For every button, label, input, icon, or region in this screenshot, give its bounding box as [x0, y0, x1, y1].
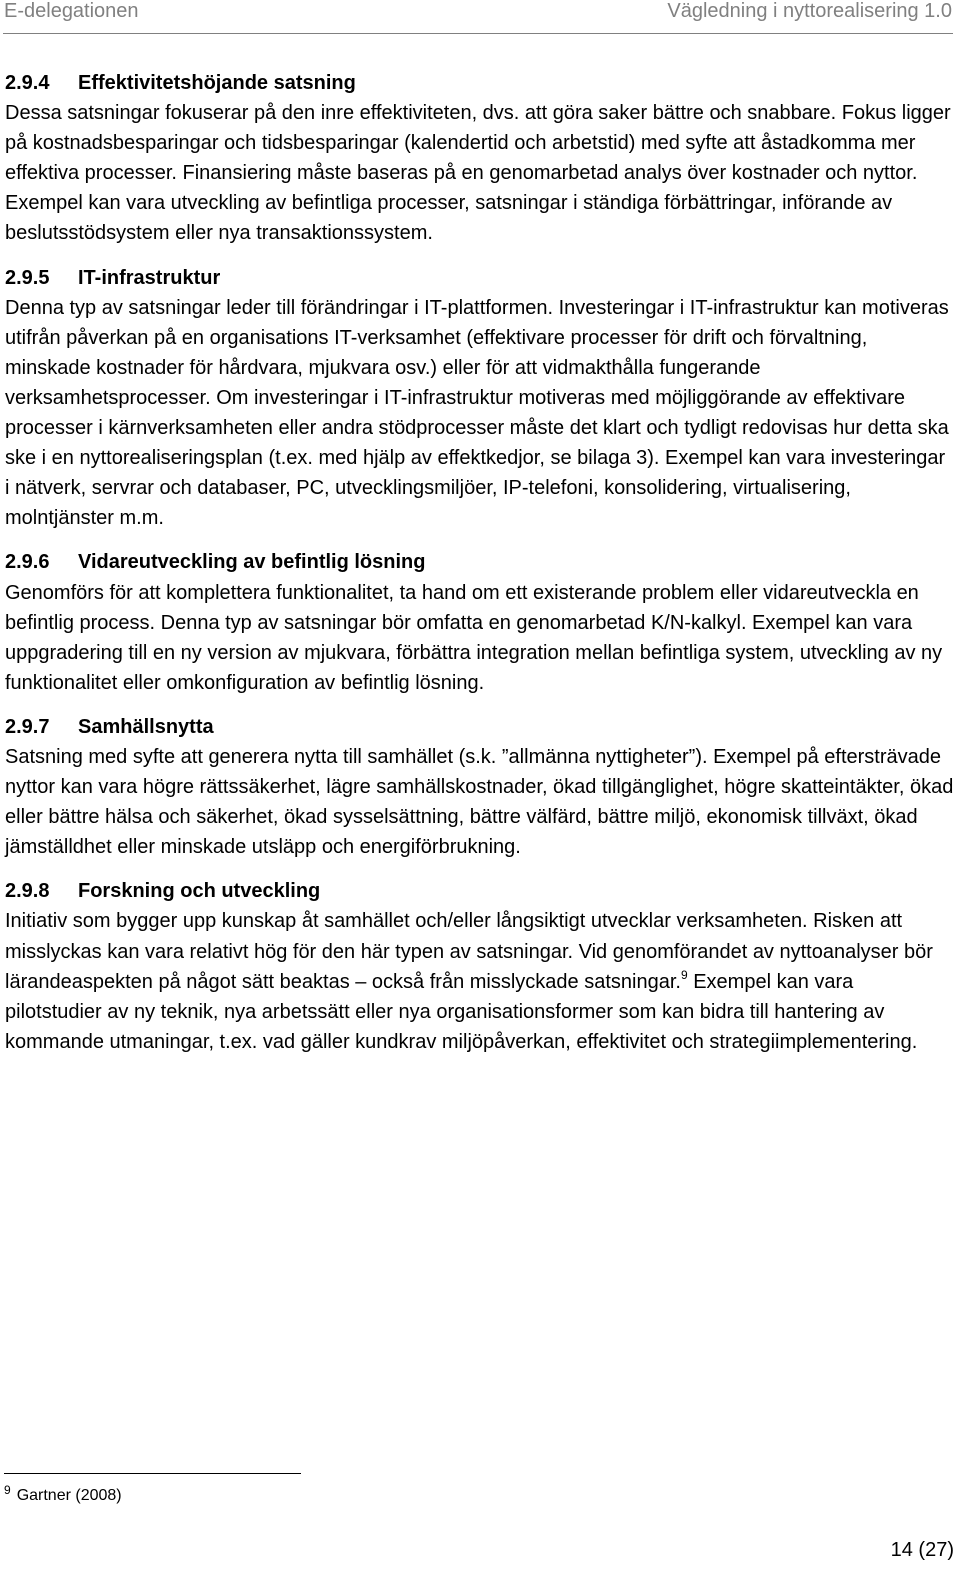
section-number: 2.9.7 — [5, 715, 50, 738]
document-body — [5, 68, 955, 1071]
section-paragraph-2-9-4: Dessa satsningar fokuserar på den inre effektiviteten, dvs. att göra saker bättre och snabbare. Fokus ligger på kostnadsbesparingar och tidsbesparingar (kalendertid och arbetstid) med syfte att åstadkomma mer effektiva processer. Finansiering måste baseras på en genomarbetad analys över kostnader och nyttor. Exempel kan vara utveckling av befintliga processer, satsningar i ständiga förbättringar, införande av beslutsstödsystem eller nya transaktionssystem. — [5, 102, 951, 245]
section-number: 2.9.6 — [5, 551, 50, 574]
header-organization: E-delegationen — [4, 0, 139, 22]
footnote-divider — [4, 1473, 301, 1474]
section-title: Effektivitetshöjande satsning — [78, 72, 356, 94]
section-number: 2.9.8 — [5, 880, 50, 903]
paragraph-text: Initiativ som bygger upp kunskap åt samhället och/eller långsiktigt utvecklar verksamheten. Risken att misslyckas kan vara relativt hög för den här typen av satsningar. Vid genomförandet av nyttoanalyser bör lärandeaspekten på något sätt beaktas – också från misslyckade satsningar. — [5, 910, 933, 993]
footnote-number: 9 — [4, 1483, 11, 1497]
footnote-reference[interactable]: 9 — [680, 967, 688, 982]
header-document-title: Vägledning i nyttorealisering 1.0 — [667, 0, 952, 22]
section-title: Samhällsnytta — [78, 715, 214, 738]
paragraph-text: Exempel kan vara pilotstudier av ny teknik, nya arbetssätt eller nya organisationsformer som kan bidra till hantering av kommande utmaningar, t.ex. vad gäller kundkrav miljöpåverkan, effektivitet och strategiimplementering. — [5, 970, 918, 1053]
section-heading-2-9-6 — [5, 547, 955, 577]
section-heading-2-9-4 — [5, 68, 955, 98]
section-heading-2-9-8 — [5, 876, 955, 906]
header-divider — [3, 33, 953, 34]
section-heading-2-9-5 — [5, 263, 955, 293]
section-title: Forskning och utveckling — [78, 880, 321, 903]
section-paragraph-2-9-8 — [5, 906, 955, 1056]
section-paragraph-2-9-5: Denna typ av satsningar leder till förändringar i IT-plattformen. Investeringar i IT-infrastruktur kan motiveras utifrån påverkan på en organisations IT-verksamhet (effektivare processer för drift och förvaltning, minskade kostnader för hårdvara, mjukvara osv.) eller för att vidmakthålla fungerande verksamhetsprocesser. Om investeringar i IT-infrastruktur motiveras med möjliggörande av effektivare processer i kärnverksamheten eller andra stödprocesser måste det klart och tydligt redovisas hur detta ska ske i en nyttorealiseringsplan (t.ex. med hjälp av effektkedjor, se bilaga 3). Exempel kan vara investeringar i nätverk, servrar och databaser, PC, utvecklingsmiljöer, IP-telefoni, konsolidering, virtualisering, molntjänster m.m. — [5, 296, 949, 530]
page-number: 14 (27) — [890, 1539, 954, 1561]
section-number: 2.9.4 — [5, 72, 50, 94]
section-title: Vidareutveckling av befintlig lösning — [78, 551, 426, 574]
section-paragraph-2-9-7: Satsning med syfte att generera nytta till samhället (s.k. ”allmänna nyttigheter”). Exempel på eftersträvade nyttor kan vara högre rättssäkerhet, lägre samhällskostnader, ökad tillgänglighet, högre skatteintäkter, ökad eller bättre hälsa och säkerhet, ökad sysselsättning, bättre välfärd, bättre miljö, ekonomisk tillväxt, ökad jämställdhet eller minskade utsläpp och energiförbrukning. — [5, 745, 954, 859]
section-number: 2.9.5 — [5, 266, 50, 289]
footnote-text: Gartner (2008) — [16, 1487, 122, 1504]
section-title: IT-infrastruktur — [78, 266, 221, 289]
section-heading-2-9-7 — [5, 712, 955, 742]
running-header — [0, 0, 960, 32]
footnote — [4, 1483, 122, 1505]
section-paragraph-2-9-6: Genomförs för att komplettera funktionalitet, ta hand om ett existerande problem eller vidareutveckla en befintlig process. Denna typ av satsningar bör omfatta en genomarbetad K/N-kalkyl. Exempel kan vara uppgradering till en ny version av mjukvara, förbättra integration mellan befintliga system, utveckling av ny funktionalitet eller omkonfiguration av befintlig lösning. — [5, 581, 943, 694]
